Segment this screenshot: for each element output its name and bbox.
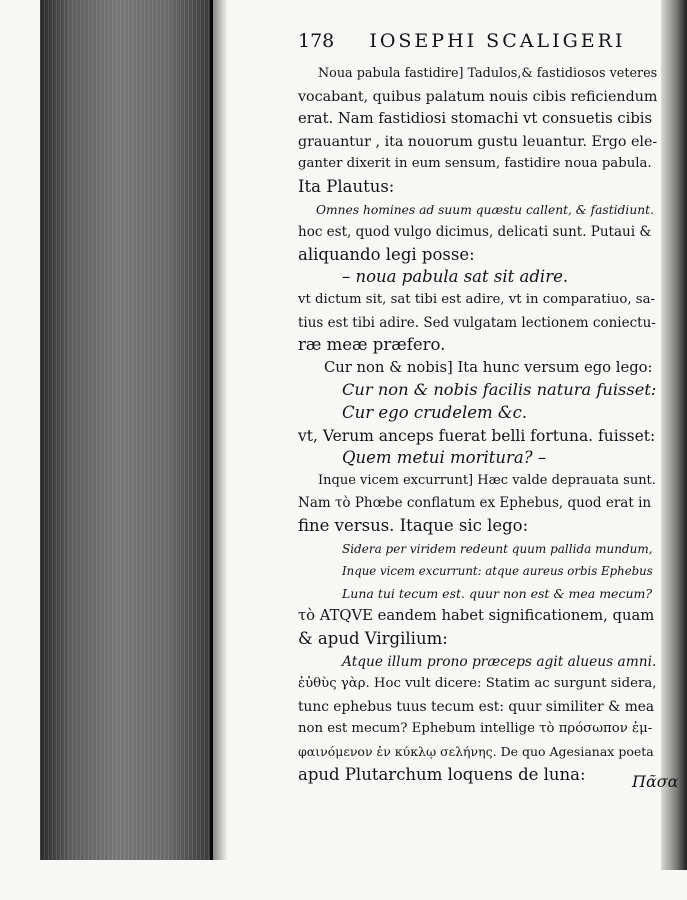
text-line: Inque vicem excurrunt: atque aureus orbis Ephebus [342,564,653,579]
text-line: Nam τὸ Phœbe conflatum ex Ephebus, quod erat in [298,495,652,512]
text-line: vt dictum sit, sat tibi est adire, vt in comparatiuo, sa- [298,292,655,307]
book-gutter [40,0,213,860]
text-line: Inque vicem excurrunt] Hæc valde deprauata sunt. [318,472,656,488]
text-line: Cur non & nobis facilis natura fuisset: [342,380,657,400]
gutter-shadow [210,0,228,860]
text-line: grauantur , ita nouorum gustu leuantur. Ergo ele- [298,133,658,150]
text-line: Atque illum prono præceps agit alueus amni. [342,653,657,670]
text-line: Ita Plautus: [298,177,395,196]
text-line: non est mecum? Ephebum intellige τὸ πρόσωπον ἐμ- [298,721,653,737]
text-line: ἐὐθὺς γὰρ. Hoc vult dicere: Statim ac surgunt sidera, [298,676,657,692]
running-title: IOSEPHI SCALIGERI [369,30,626,52]
text-line: ganter dixerit in eum sensum, fastidire noua pabula. [298,156,652,172]
text-line: Quem metui moritura? – [342,448,547,468]
running-head [298,30,658,60]
text-line: Cur ego crudelem &c. [342,403,528,422]
text-line: Noua pabula fastidire] Tadulos,& fastidiosos veteres [318,66,658,81]
page-number: 178 [298,30,335,52]
text-line: tius est tibi adire. Sed vulgatam lectionem coniectu- [298,314,656,331]
text-line: Sidera per viridem redeunt quum pallida mundum, [342,541,653,556]
book-page [228,0,679,900]
text-line: & apud Virgilium: [298,629,448,648]
text-line: φαινόμενον ἐν κύκλῳ σελήνης. De quo Agesianax poeta [298,744,654,759]
catchword: Πᾶσα [632,772,679,791]
text-line: vocabant, quibus palatum nouis cibis reficiendum [298,88,658,105]
text-line: Cur non & nobis] Ita hunc versum ego lego: [324,358,653,376]
text-line: τὸ ATQVE eandem habet significationem, quam [298,607,655,625]
text-line: hoc est, quod vulgo dicimus, delicati sunt. Putaui & [298,224,652,241]
text-line: ræ meæ præfero. [298,335,446,355]
text-line: apud Plutarchum loquens de luna: [298,764,586,784]
text-line: tunc ephebus tuus tecum est: quur similiter & mea [298,698,655,715]
text-line: Omnes homines ad suum quæstu callent, & fastidiunt. [316,202,654,217]
text-line: – noua pabula sat sit adire. [342,267,569,287]
text-line: erat. Nam fastidiosi stomachi vt consuetis cibis [298,110,653,128]
text-line: Luna tui tecum est. quur non est & mea mecum? [342,585,653,601]
text-line: fine versus. Itaque sic lego: [298,516,529,535]
text-line: aliquando legi posse: [298,244,475,264]
text-line: vt, Verum anceps fuerat belli fortuna. fuisset: [298,426,656,445]
page-edge [661,0,687,870]
